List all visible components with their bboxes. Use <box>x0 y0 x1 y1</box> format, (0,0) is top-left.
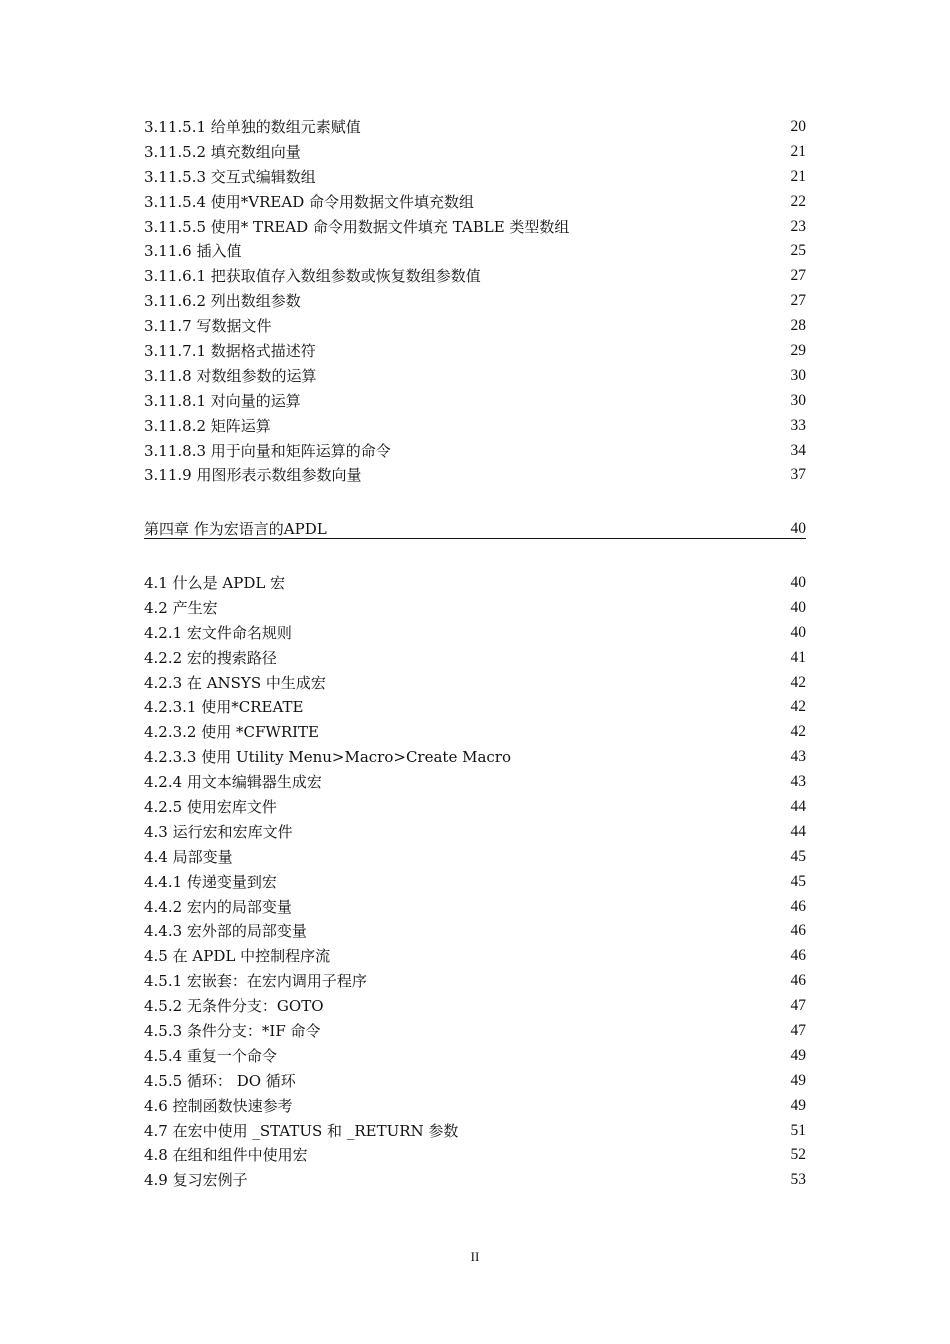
toc-entry-title: 4.5.4 重复一个命令 <box>144 1046 277 1065</box>
toc-entry-page: 25 <box>790 242 806 260</box>
toc-entry-page: 45 <box>790 847 806 865</box>
chapter-page-number: 40 <box>790 520 806 537</box>
toc-entry-page: 34 <box>790 441 806 459</box>
toc-entry-title: 4.2 产生宏 <box>144 598 218 617</box>
toc-entry-page: 44 <box>790 822 806 840</box>
toc-entry <box>144 1143 806 1168</box>
toc-entry-page: 40 <box>790 574 806 591</box>
toc-entry-title: 3.11.5.2 填充数组向量 <box>144 142 301 161</box>
toc-entry <box>144 1119 806 1144</box>
toc-entry <box>144 944 806 969</box>
toc-entry <box>144 389 806 414</box>
toc-entry-title: 3.11.6.1 把获取值存入数组参数或恢复数组参数值 <box>144 267 481 286</box>
toc-entry-page: 30 <box>790 391 806 409</box>
toc-entry-title: 4.2.3.2 使用 *CFWRITE <box>144 723 319 742</box>
toc-entry-page: 23 <box>790 217 806 235</box>
toc-entry-title: 3.11.5.3 交互式编辑数组 <box>144 167 316 186</box>
toc-section-array-parameters <box>144 115 806 488</box>
toc-entry-page: 53 <box>790 1171 806 1189</box>
toc-entry <box>144 770 806 795</box>
toc-entry-title: 3.11.8.1 对向量的运算 <box>144 391 301 410</box>
toc-entry <box>144 646 806 671</box>
toc-entry <box>144 571 806 596</box>
toc-entry-page: 40 <box>790 623 806 641</box>
toc-entry <box>144 165 806 190</box>
toc-entry-title: 3.11.6 插入值 <box>144 242 242 261</box>
toc-entry-title: 3.11.5.4 使用*VREAD 命令用数据文件填充数组 <box>144 192 474 211</box>
toc-entry-title: 3.11.9 用图形表示数组参数向量 <box>144 466 362 485</box>
toc-entry <box>144 289 806 314</box>
toc-entry-title: 4.5.2 无条件分支：GOTO <box>144 997 324 1016</box>
page-footer-number: II <box>470 1249 480 1264</box>
toc-entry <box>144 720 806 745</box>
toc-entry-title: 4.2.4 用文本编辑器生成宏 <box>144 773 322 792</box>
toc-entry-page: 28 <box>790 317 806 335</box>
toc-entry-page: 43 <box>790 773 806 791</box>
toc-entry <box>144 969 806 994</box>
toc-entry-title: 4.2.5 使用宏库文件 <box>144 798 277 817</box>
toc-entry <box>144 140 806 165</box>
toc-entry-page: 22 <box>790 192 806 210</box>
toc-entry <box>144 695 806 720</box>
chapter-title: 第四章 作为宏语言的APDL <box>144 520 327 538</box>
toc-entry-title: 4.2.3.3 使用 Utility Menu>Macro>Create Macro <box>144 748 511 767</box>
toc-entry-title: 4.8 在组和组件中使用宏 <box>144 1146 308 1165</box>
toc-entry-page: 41 <box>790 648 806 666</box>
toc-entry <box>144 414 806 439</box>
toc-entry <box>144 1094 806 1119</box>
toc-entry-page: 45 <box>790 872 806 890</box>
toc-entry-page: 20 <box>790 118 806 135</box>
toc-entry-page: 42 <box>790 723 806 741</box>
toc-entry-page: 52 <box>790 1146 806 1164</box>
toc-entry <box>144 239 806 264</box>
toc-entry-page: 21 <box>790 142 806 160</box>
toc-entry <box>144 994 806 1019</box>
toc-entry-title: 3.11.7.1 数据格式描述符 <box>144 342 316 361</box>
toc-entry-title: 4.4.1 传递变量到宏 <box>144 872 277 891</box>
toc-entry-title: 4.3 运行宏和宏库文件 <box>144 822 293 841</box>
toc-entry-page: 51 <box>790 1121 806 1139</box>
toc-entry <box>144 1044 806 1069</box>
toc-entry <box>144 314 806 339</box>
toc-entry-page: 30 <box>790 366 806 384</box>
toc-entry-page: 29 <box>790 342 806 360</box>
toc-entry-page: 49 <box>790 1096 806 1114</box>
toc-entry <box>144 919 806 944</box>
toc-entry-page: 27 <box>790 292 806 310</box>
toc-entry-page: 47 <box>790 1022 806 1040</box>
toc-entry-title: 4.7 在宏中使用 _STATUS 和 _RETURN 参数 <box>144 1121 459 1140</box>
toc-entry <box>144 795 806 820</box>
toc-entry <box>144 115 806 140</box>
toc-entry <box>144 339 806 364</box>
toc-entry-title: 4.5 在 APDL 中控制程序流 <box>144 947 331 966</box>
toc-entry <box>144 264 806 289</box>
toc-entry <box>144 596 806 621</box>
toc-entry-page: 47 <box>790 997 806 1015</box>
toc-entry <box>144 1019 806 1044</box>
toc-entry-title: 4.1 什么是 APDL 宏 <box>144 574 286 592</box>
toc-section-apdl-macros <box>144 571 806 1193</box>
toc-entry-title: 4.5.3 条件分支：*IF 命令 <box>144 1022 321 1041</box>
toc-entry <box>144 1168 806 1193</box>
toc-entry-title: 4.2.2 宏的搜索路径 <box>144 648 277 667</box>
chapter-heading-row <box>144 518 806 539</box>
toc-entry-page: 27 <box>790 267 806 285</box>
toc-entry <box>144 1069 806 1094</box>
toc-entry-title: 4.5.1 宏嵌套：在宏内调用子程序 <box>144 972 367 991</box>
toc-entry-title: 3.11.8.3 用于向量和矩阵运算的命令 <box>144 441 391 460</box>
toc-entry-title: 4.4.3 宏外部的局部变量 <box>144 922 307 941</box>
toc-entry <box>144 845 806 870</box>
toc-entry-page: 49 <box>790 1046 806 1064</box>
toc-entry-title: 4.5.5 循环： DO 循环 <box>144 1071 296 1090</box>
toc-entry <box>144 745 806 770</box>
toc-entry-page: 42 <box>790 698 806 716</box>
toc-entry-page: 33 <box>790 416 806 434</box>
toc-entry <box>144 439 806 464</box>
toc-entry <box>144 463 806 488</box>
toc-entry-page: 46 <box>790 947 806 965</box>
toc-entry <box>144 190 806 215</box>
toc-entry <box>144 215 806 240</box>
toc-entry <box>144 671 806 696</box>
toc-entry-title: 4.9 复习宏例子 <box>144 1171 248 1190</box>
toc-entry-page: 21 <box>790 167 806 185</box>
toc-entry-title: 4.6 控制函数快速参考 <box>144 1096 293 1115</box>
toc-entry <box>144 870 806 895</box>
toc-entry-page: 42 <box>790 673 806 691</box>
toc-entry-title: 4.2.1 宏文件命名规则 <box>144 623 292 642</box>
toc-entry-page: 49 <box>790 1071 806 1089</box>
toc-entry-title: 4.4.2 宏内的局部变量 <box>144 897 292 916</box>
toc-entry-title: 3.11.6.2 列出数组参数 <box>144 292 301 311</box>
toc-entry-title: 3.11.8 对数组参数的运算 <box>144 366 317 385</box>
toc-entry-page: 46 <box>790 922 806 940</box>
toc-entry-page: 44 <box>790 798 806 816</box>
toc-entry <box>144 621 806 646</box>
toc-entry-title: 4.2.3.1 使用*CREATE <box>144 698 304 717</box>
toc-entry <box>144 895 806 920</box>
toc-entry-page: 46 <box>790 897 806 915</box>
toc-entry <box>144 820 806 845</box>
toc-entry-title: 3.11.5.1 给单独的数组元素赋值 <box>144 118 361 136</box>
toc-entry-page: 40 <box>790 598 806 616</box>
toc-entry-title: 4.2.3 在 ANSYS 中生成宏 <box>144 673 326 692</box>
toc-entry-page: 37 <box>790 466 806 484</box>
toc-entry-page: 46 <box>790 972 806 990</box>
toc-entry-title: 4.4 局部变量 <box>144 847 233 866</box>
toc-entry-title: 3.11.5.5 使用* TREAD 命令用数据文件填充 TABLE 类型数组 <box>144 217 570 236</box>
toc-entry-page: 43 <box>790 748 806 766</box>
toc-entry <box>144 364 806 389</box>
toc-entry-title: 3.11.8.2 矩阵运算 <box>144 416 271 435</box>
toc-entry-title: 3.11.7 写数据文件 <box>144 317 272 336</box>
